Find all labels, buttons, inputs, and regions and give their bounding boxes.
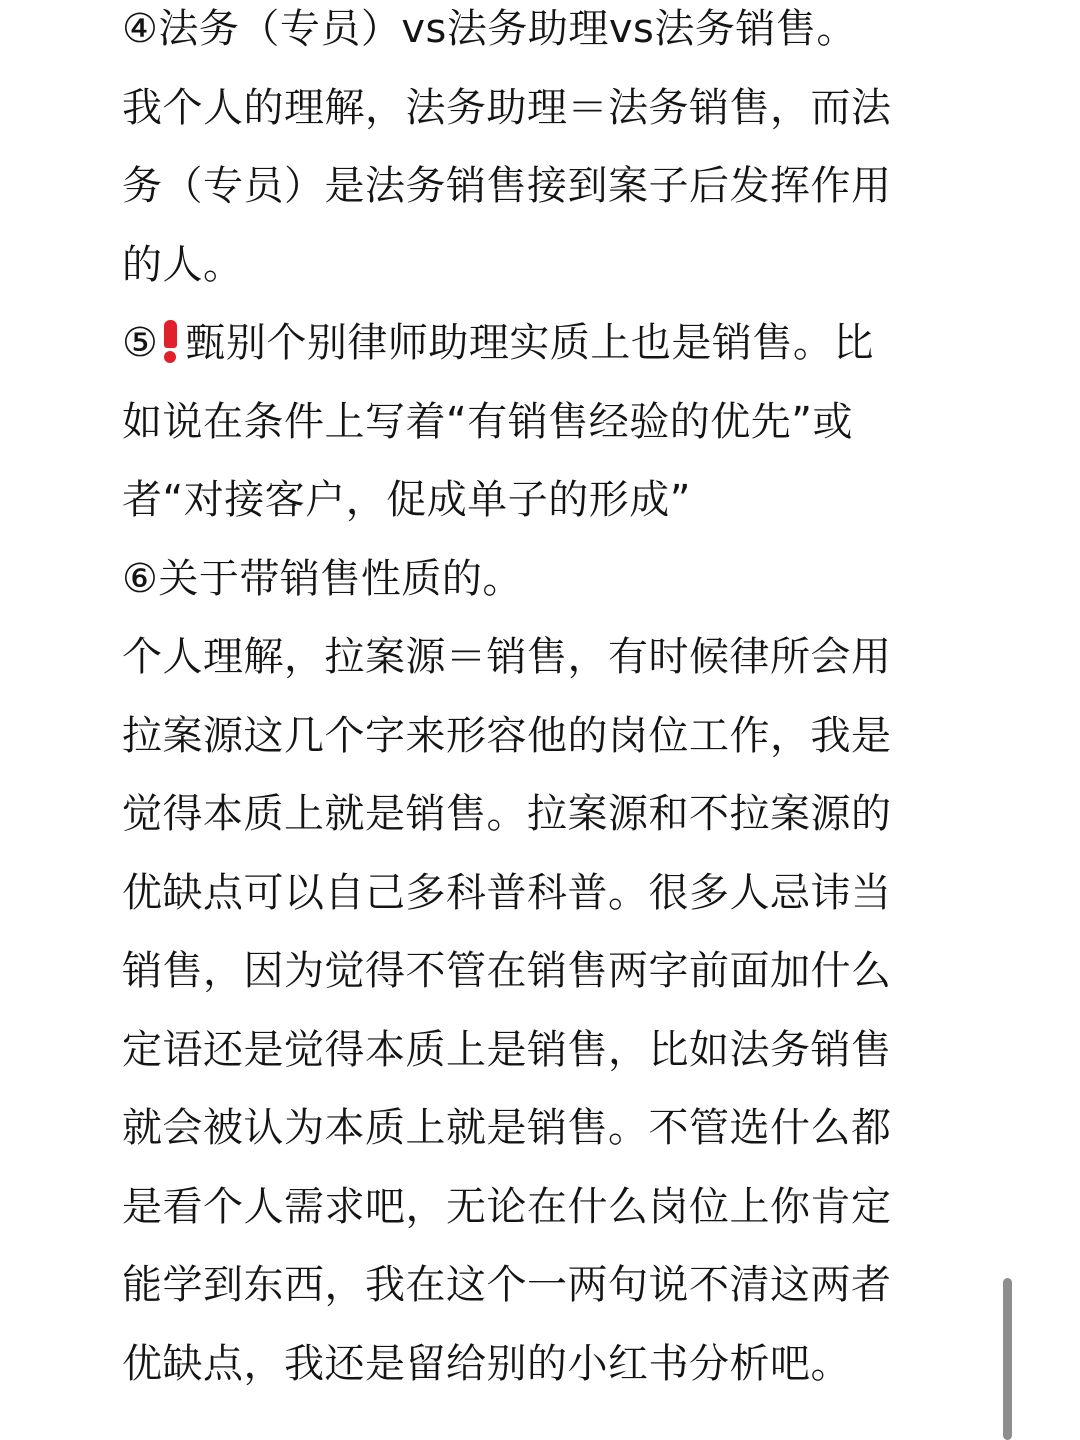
text-line: 优缺点可以自己多科普科普。很多人忌讳当	[122, 869, 892, 916]
text-line: ⑥关于带销售性质的。	[122, 555, 523, 602]
text-line: 能学到东西，我在这个一两句说不清这两者	[122, 1262, 892, 1308]
text-line: 优缺点，我还是留给别的小红书分析吧。	[122, 1340, 851, 1387]
text-line: 个人理解，拉案源＝销售，有时候律所会用	[122, 634, 892, 680]
text-line: 是看个人需求吧，无论在什么岗位上你肯定	[122, 1183, 892, 1230]
text-line: 的人。	[122, 241, 244, 288]
text-line: 我个人的理解，法务助理＝法务销售，而法	[122, 84, 892, 131]
text-line-with-alert	[122, 304, 952, 383]
red-exclamation-icon	[158, 320, 182, 360]
text-line: ④法务（专员）vs法务助理vs法务销售。	[122, 6, 857, 52]
text-line: 者“对接客户，促成单子的形成”	[122, 477, 691, 523]
text-segment: 甄别个别律师助理实质上也是销售。比	[185, 320, 874, 366]
scrollbar[interactable]	[1003, 1278, 1012, 1440]
item-number: ⑤	[122, 320, 159, 366]
text-line: 就会被认为本质上就是销售。不管选什么都	[122, 1105, 892, 1151]
text-line: 务（专员）是法务销售接到案子后发挥作用	[122, 163, 892, 209]
text-line: 销售，因为觉得不管在销售两字前面加什么	[122, 948, 892, 994]
text-line: 如说在条件上写着“有销售经验的优先”或	[122, 398, 853, 445]
text-line: 觉得本质上就是销售。拉案源和不拉案源的	[122, 791, 892, 837]
text-line: 定语还是觉得本质上是销售，比如法务销售	[122, 1026, 892, 1073]
text-line: 拉案源这几个字来形容他的岗位工作，我是	[122, 712, 892, 759]
document-body	[122, 0, 952, 1403]
